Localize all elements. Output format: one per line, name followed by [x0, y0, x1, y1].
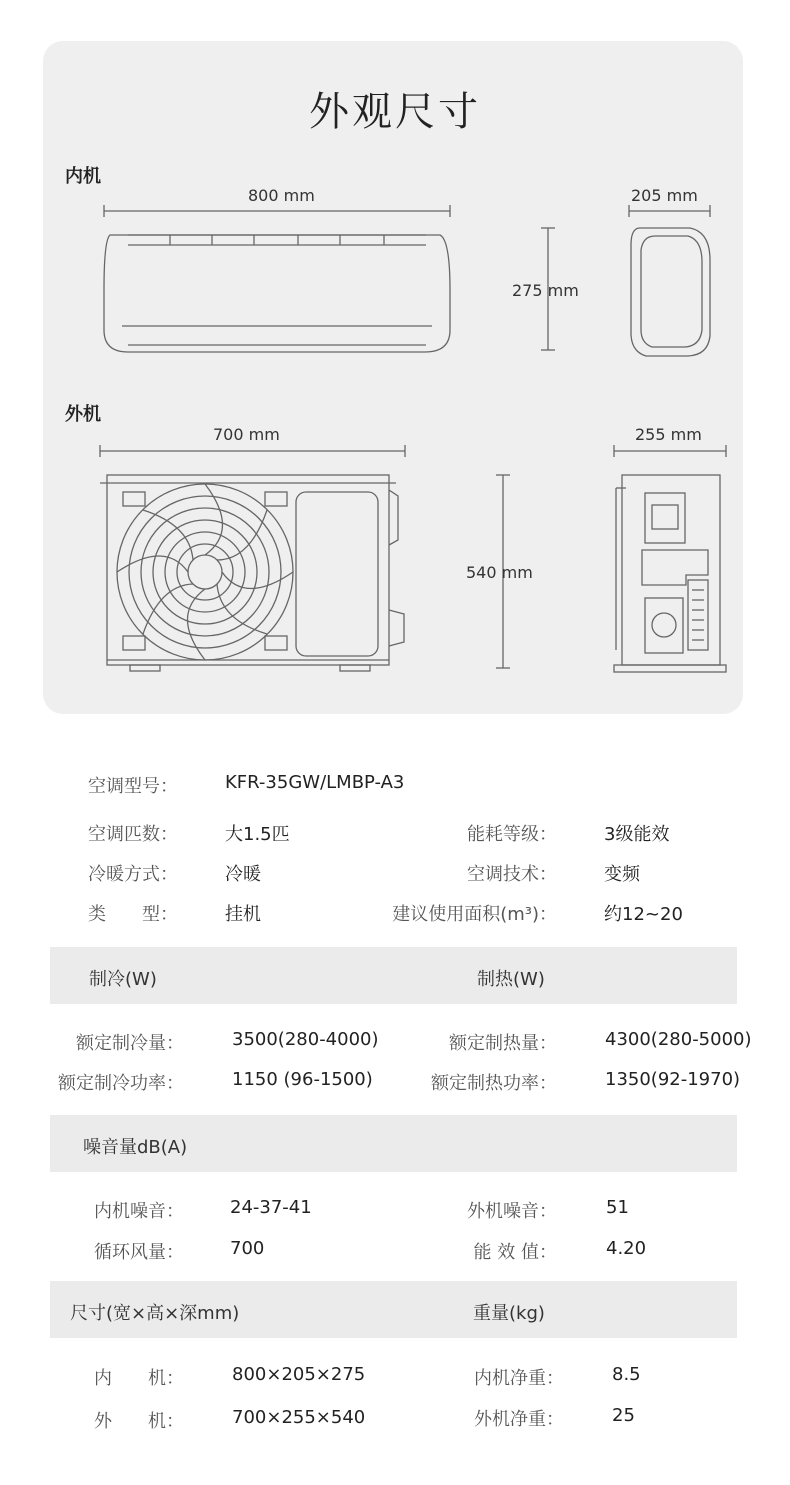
- cool-capacity-label: 额定制冷量：: [76, 1033, 184, 1054]
- indoor-side-drawing: [631, 228, 710, 356]
- indoor-weight-value: 8.5: [612, 1364, 641, 1385]
- indoor-width-dimension: 800 mm: [248, 186, 315, 205]
- mode-label: 冷暖方式：: [88, 864, 178, 885]
- indoor-front-drawing: [104, 235, 450, 352]
- type-value: 挂机: [225, 904, 261, 925]
- heating-header: 制热(W): [477, 969, 545, 990]
- heat-power-value: 1350(92-1970): [605, 1069, 741, 1090]
- indoor-section-label: 内机: [65, 166, 101, 187]
- model-label: 空调型号：: [88, 776, 178, 797]
- outdoor-height-dimension: 540 mm: [466, 563, 533, 582]
- indoor-weight-label: 内机净重：: [474, 1368, 564, 1389]
- outdoor-noise-label: 外机噪音：: [467, 1201, 557, 1222]
- area-label: 建议使用面积(m³)：: [392, 904, 557, 925]
- indoor-size-value: 800×205×275: [232, 1364, 366, 1385]
- airflow-label: 循环风量：: [94, 1242, 184, 1263]
- outdoor-side-drawing: [622, 475, 720, 665]
- indoor-height-dimension: 275 mm: [512, 281, 579, 300]
- indoor-noise-value: 24-37-41: [230, 1197, 312, 1218]
- outdoor-depth-dimension: 255 mm: [635, 425, 702, 444]
- cool-power-label: 额定制冷功率：: [58, 1073, 184, 1094]
- outdoor-width-dimension: 700 mm: [213, 425, 280, 444]
- model-value: KFR-35GW/LMBP-A3: [225, 772, 405, 793]
- type-label: 类 型：: [88, 904, 178, 925]
- eer-value: 4.20: [606, 1238, 647, 1259]
- outdoor-noise-value: 51: [606, 1197, 629, 1218]
- outdoor-weight-value: 25: [612, 1405, 635, 1426]
- indoor-noise-label: 内机噪音：: [94, 1201, 184, 1222]
- energy-label: 能耗等级：: [467, 824, 557, 845]
- hp-label: 空调匹数：: [88, 824, 178, 845]
- page-title: 外观尺寸: [309, 89, 481, 135]
- weight-header: 重量(kg): [473, 1303, 545, 1324]
- outdoor-size-label: 外 机：: [94, 1411, 184, 1432]
- size-header: 尺寸(宽×高×深mm): [70, 1303, 240, 1324]
- tech-value: 变频: [604, 864, 640, 885]
- hp-value: 大1.5匹: [225, 824, 290, 845]
- noise-header: 噪音量dB(A): [83, 1137, 188, 1158]
- heat-capacity-value: 4300(280-5000): [605, 1029, 752, 1050]
- outdoor-weight-label: 外机净重：: [474, 1409, 564, 1430]
- eer-label: 能 效 值：: [473, 1242, 557, 1263]
- unit-drawings: [0, 0, 790, 720]
- heat-capacity-label: 额定制热量：: [449, 1033, 557, 1054]
- energy-value: 3级能效: [604, 824, 670, 845]
- mode-value: 冷暖: [225, 864, 261, 885]
- indoor-size-label: 内 机：: [94, 1368, 184, 1389]
- cooling-header: 制冷(W): [89, 969, 157, 990]
- outdoor-size-value: 700×255×540: [232, 1407, 366, 1428]
- area-value: 约12~20: [604, 904, 683, 925]
- indoor-depth-dimension: 205 mm: [631, 186, 698, 205]
- cool-power-value: 1150 (96-1500): [232, 1069, 373, 1090]
- airflow-value: 700: [230, 1238, 265, 1259]
- outdoor-section-label: 外机: [65, 404, 101, 425]
- heat-power-label: 额定制热功率：: [431, 1073, 557, 1094]
- cool-capacity-value: 3500(280-4000): [232, 1029, 379, 1050]
- tech-label: 空调技术：: [467, 864, 557, 885]
